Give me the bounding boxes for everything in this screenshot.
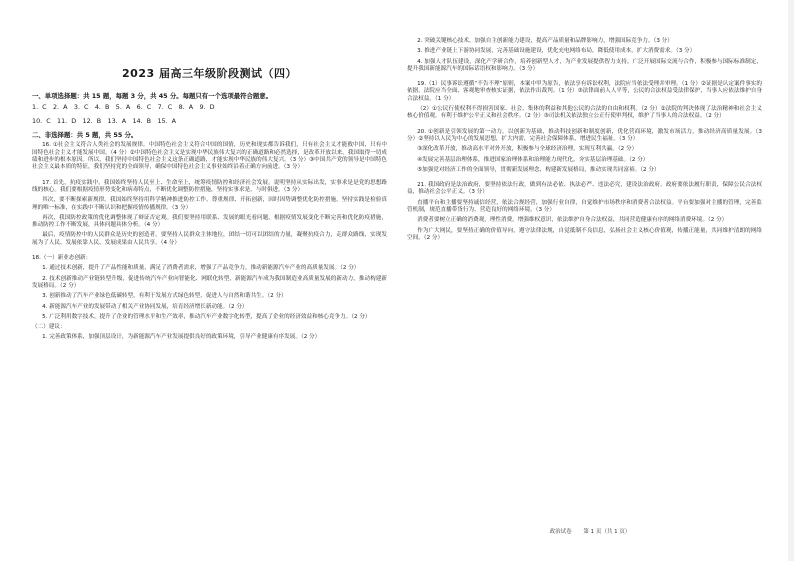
q17-answer-part4: 最后，疫情防控中的人民群众是历史的创造者，要坚持人民群众主体地位，团结一切可以团结的力量，凝聚抗疫合力，走群众路线，实现发展为了人民、发展依靠人民、发展成果由人民共享。（4 分）: [32, 232, 387, 246]
q20-answer-part3: ④发展完善基层治理体系，推进国家治理体系和治理能力现代化，夯实基层治理基础。（2 分）: [417, 156, 649, 163]
q16-answer: 16. ①社会主义符合人类社会的发展规律。中国特色社会主义符合中国的国情，历史和现实都告诉我们，只有社会主义才能救中国，只有中国特色社会主义才能发展中国。（4 分）②中国特色社会主义是实现中华民族伟大复兴的正确道路和必然选择，是改革开放以来，我国取得一切成绩和进步的根本原因。所以，我们坚持中国特色社会主义这条正确道路，才能实现中华民族的伟大复兴。（3 分）③中国共产党的领导是中国特色社会主义最本质的特征，我们坚持党的全面领导，确保中国特色社会主义事业始终沿着正确方向前进。（3 分）: [32, 142, 387, 171]
scan-edge-shadow: [788, 0, 794, 561]
q20-answer-part4: ⑤加强党对经济工作的全面领导，贯彻新发展理念，构建新发展格局，推动实现共同富裕。（2 分）: [417, 166, 660, 173]
q18-item-1: 1. 通过技术创新，提升了产品性能和质量，满足了消费者需求，增强了产品竞争力，推动新能源汽车产业的高质量发展。（2 分）: [42, 265, 360, 272]
q18-heading: 18.（一）新业态创新：: [32, 255, 92, 262]
q21-answer-part1: 21. 我国政府是法治政府，要坚持依法行政，做到有法必依、执法必严、违法必究，建设法治政府。政府要依法履行职责，保障公民合法权益，推动社会公平正义。（3 分）: [407, 182, 762, 196]
q21-answer-part4: 作为广大网民，要坚持正确的价值导向，遵守法律法规，自觉抵制不良信息，弘扬社会主义核心价值观，传播正能量，共同维护清朗的网络空间。（2 分）: [407, 227, 762, 241]
page-title: 2023 届高三年级阶段测试（四）: [122, 67, 297, 80]
right-column: [407, 38, 762, 245]
footer-page-number: 第 1 页（共 1 页）: [583, 529, 631, 535]
q18-item-3: 3. 创新推动了汽车产业绿色低碳转型，有利于发展方式绿色转型，促进人与自然和谐共生。（2 分）: [42, 293, 287, 300]
q18-item-4: 4. 新能源汽车产业的发展带动了相关产业协同发展，培育经济增长新动能。（2 分）: [42, 303, 248, 310]
q21-answer-part2: 直播平台和主播要坚持诚信经营，依法合规经营，加强行业自律，自觉维护市场秩序和消费者合法权益。平台要加强对主播的管理，完善监管机制，规范直播带货行为，营造良好的网络环境。（3 分）: [407, 199, 762, 214]
q17-answer-part2: 其次，要不断探索新规律。我国始终坚持用科学精神推进防控工作，尊重规律、开拓创新，因时因势调整优化防控措施，坚持实践是检验真理的唯一标准，在实践中不断认识和把握疫情传播规律。（3 分）: [32, 197, 387, 211]
section2-heading: 二、非选择题：共 5 题，共 55 分。: [32, 131, 138, 140]
footer-label: 政治试卷: [549, 529, 572, 535]
q17-answer-part1: 17. 首先，抗疫实践中，我国始终坚持人民至上、生命至上，统筹疫情防控和经济社会发展，说明坚持从实际出发，实事求是是党的思想路线的核心。我们要根据疫情形势变化和病毒特点，不断优化调整防控措施，坚持实事求是、与时俱进。（3 分）: [32, 179, 387, 193]
q19-answer-part1: 19.（1）民事诉讼遵循“不告不理”原则，本案中甲为原告，依法享有诉讼权利，法院应当依法受理并审理。（1 分）②证据是认定案件事实的依据，法院应当全面、客观地审查核实证据，依法作出裁判。（1 分）③法律面前人人平等，公民的合法权益受法律保护，当事人应依法维护自身合法权益。（1 分）: [407, 81, 762, 102]
q18-item-5: 5. 广泛利用数字技术，提升了企业的管理水平和生产效率，推动汽车产业数字化转型，提高了企业的经济效益和核心竞争力。（2 分）: [42, 313, 371, 320]
q20-answer-part1: 20. ①创新是引领发展的第一动力。以创新为基础，推动科技创新和制度创新，优化营商环境，激发市场活力，推动经济高质量发展。（3 分）②坚持以人民为中心的发展思想，扩大内需，完善社会保障体系，增进民生福祉。（3 分）: [407, 128, 762, 142]
section1-heading: 一、单项选择题：共 15 题，每题 3 分，共 45 分。每题只有一个选项最符合题意。: [32, 92, 273, 101]
q18-suggestion-4: 4. 加强人才队伍建设，深化产学研合作，培养创新型人才，为产业发展提供智力支持。广泛开展国际交流与合作，积极参与国际标准制定，提升我国新能源汽车的国际话语权和影响力。（3 分）: [407, 58, 762, 72]
q17-answer-part3: 再次，我国防控政策的优化调整体现了辩证否定观。我们要坚持用联系、发展的眼光看问题，根据疫情发展变化不断完善和优化防疫措施，推动防控工作不断发展，具体问题具体分析。（4 分）: [32, 214, 387, 229]
q20-answer-part2: ③深化改革开放，推动高水平对外开放，积极参与全球经济治理，实现互利共赢。（2 分）: [417, 146, 638, 153]
q18-suggestion-1: 1. 完善政策体系，加强顶层设计，为新能源汽车产业发展提供良好的政策环境，引导产业健康有序发展。（2 分）: [42, 334, 321, 341]
answers-row-1: 1. C 2. A 3. C 4. B 5. A 6. C 7. C 8. A 9. D: [32, 102, 215, 111]
answers-row-2: 10. C 11. D 12. B 13. A 14. B 15. A: [32, 116, 177, 125]
q18-suggestion-3: 3. 推进产业链上下游协同发展，完善基础设施建设，优化充电网络布局，降低使用成本，扩大消费需求。（3 分）: [417, 48, 696, 55]
q18-subheading: （二）建议：: [32, 324, 66, 331]
q18-item-2: 2. 技术创新推动产业链转型升级，促进传统汽车产业向智能化、网联化转型，新能源汽车成为我国制造业高质量发展的新动力，推动构建新发展格局。（2 分）: [32, 275, 387, 289]
q19-answer-part2: （2）①公民行使权利不得损害国家、社会、集体的利益和其他公民的合法的自由和权利。（2 分）②法院的判决体现了法治精神和社会主义核心价值观，有利于维护公平正义和社会秩序。（2 分）③司法机关依法独立公正行使审判权，维护了当事人的合法权益。（2 分）: [407, 106, 762, 120]
q18-suggestion-2: 2. 突破关键核心技术，加强自主创新能力建设，提高产品质量和品牌影响力，增强国际竞争力。（3 分）: [417, 38, 673, 44]
q21-answer-part3: 消费者要树立正确的消费观，理性消费，增强维权意识，依法维护自身合法权益，共同营造健康有序的网络消费环境。（2 分）: [417, 217, 728, 224]
page-footer: [490, 527, 690, 535]
left-column: [32, 20, 387, 345]
